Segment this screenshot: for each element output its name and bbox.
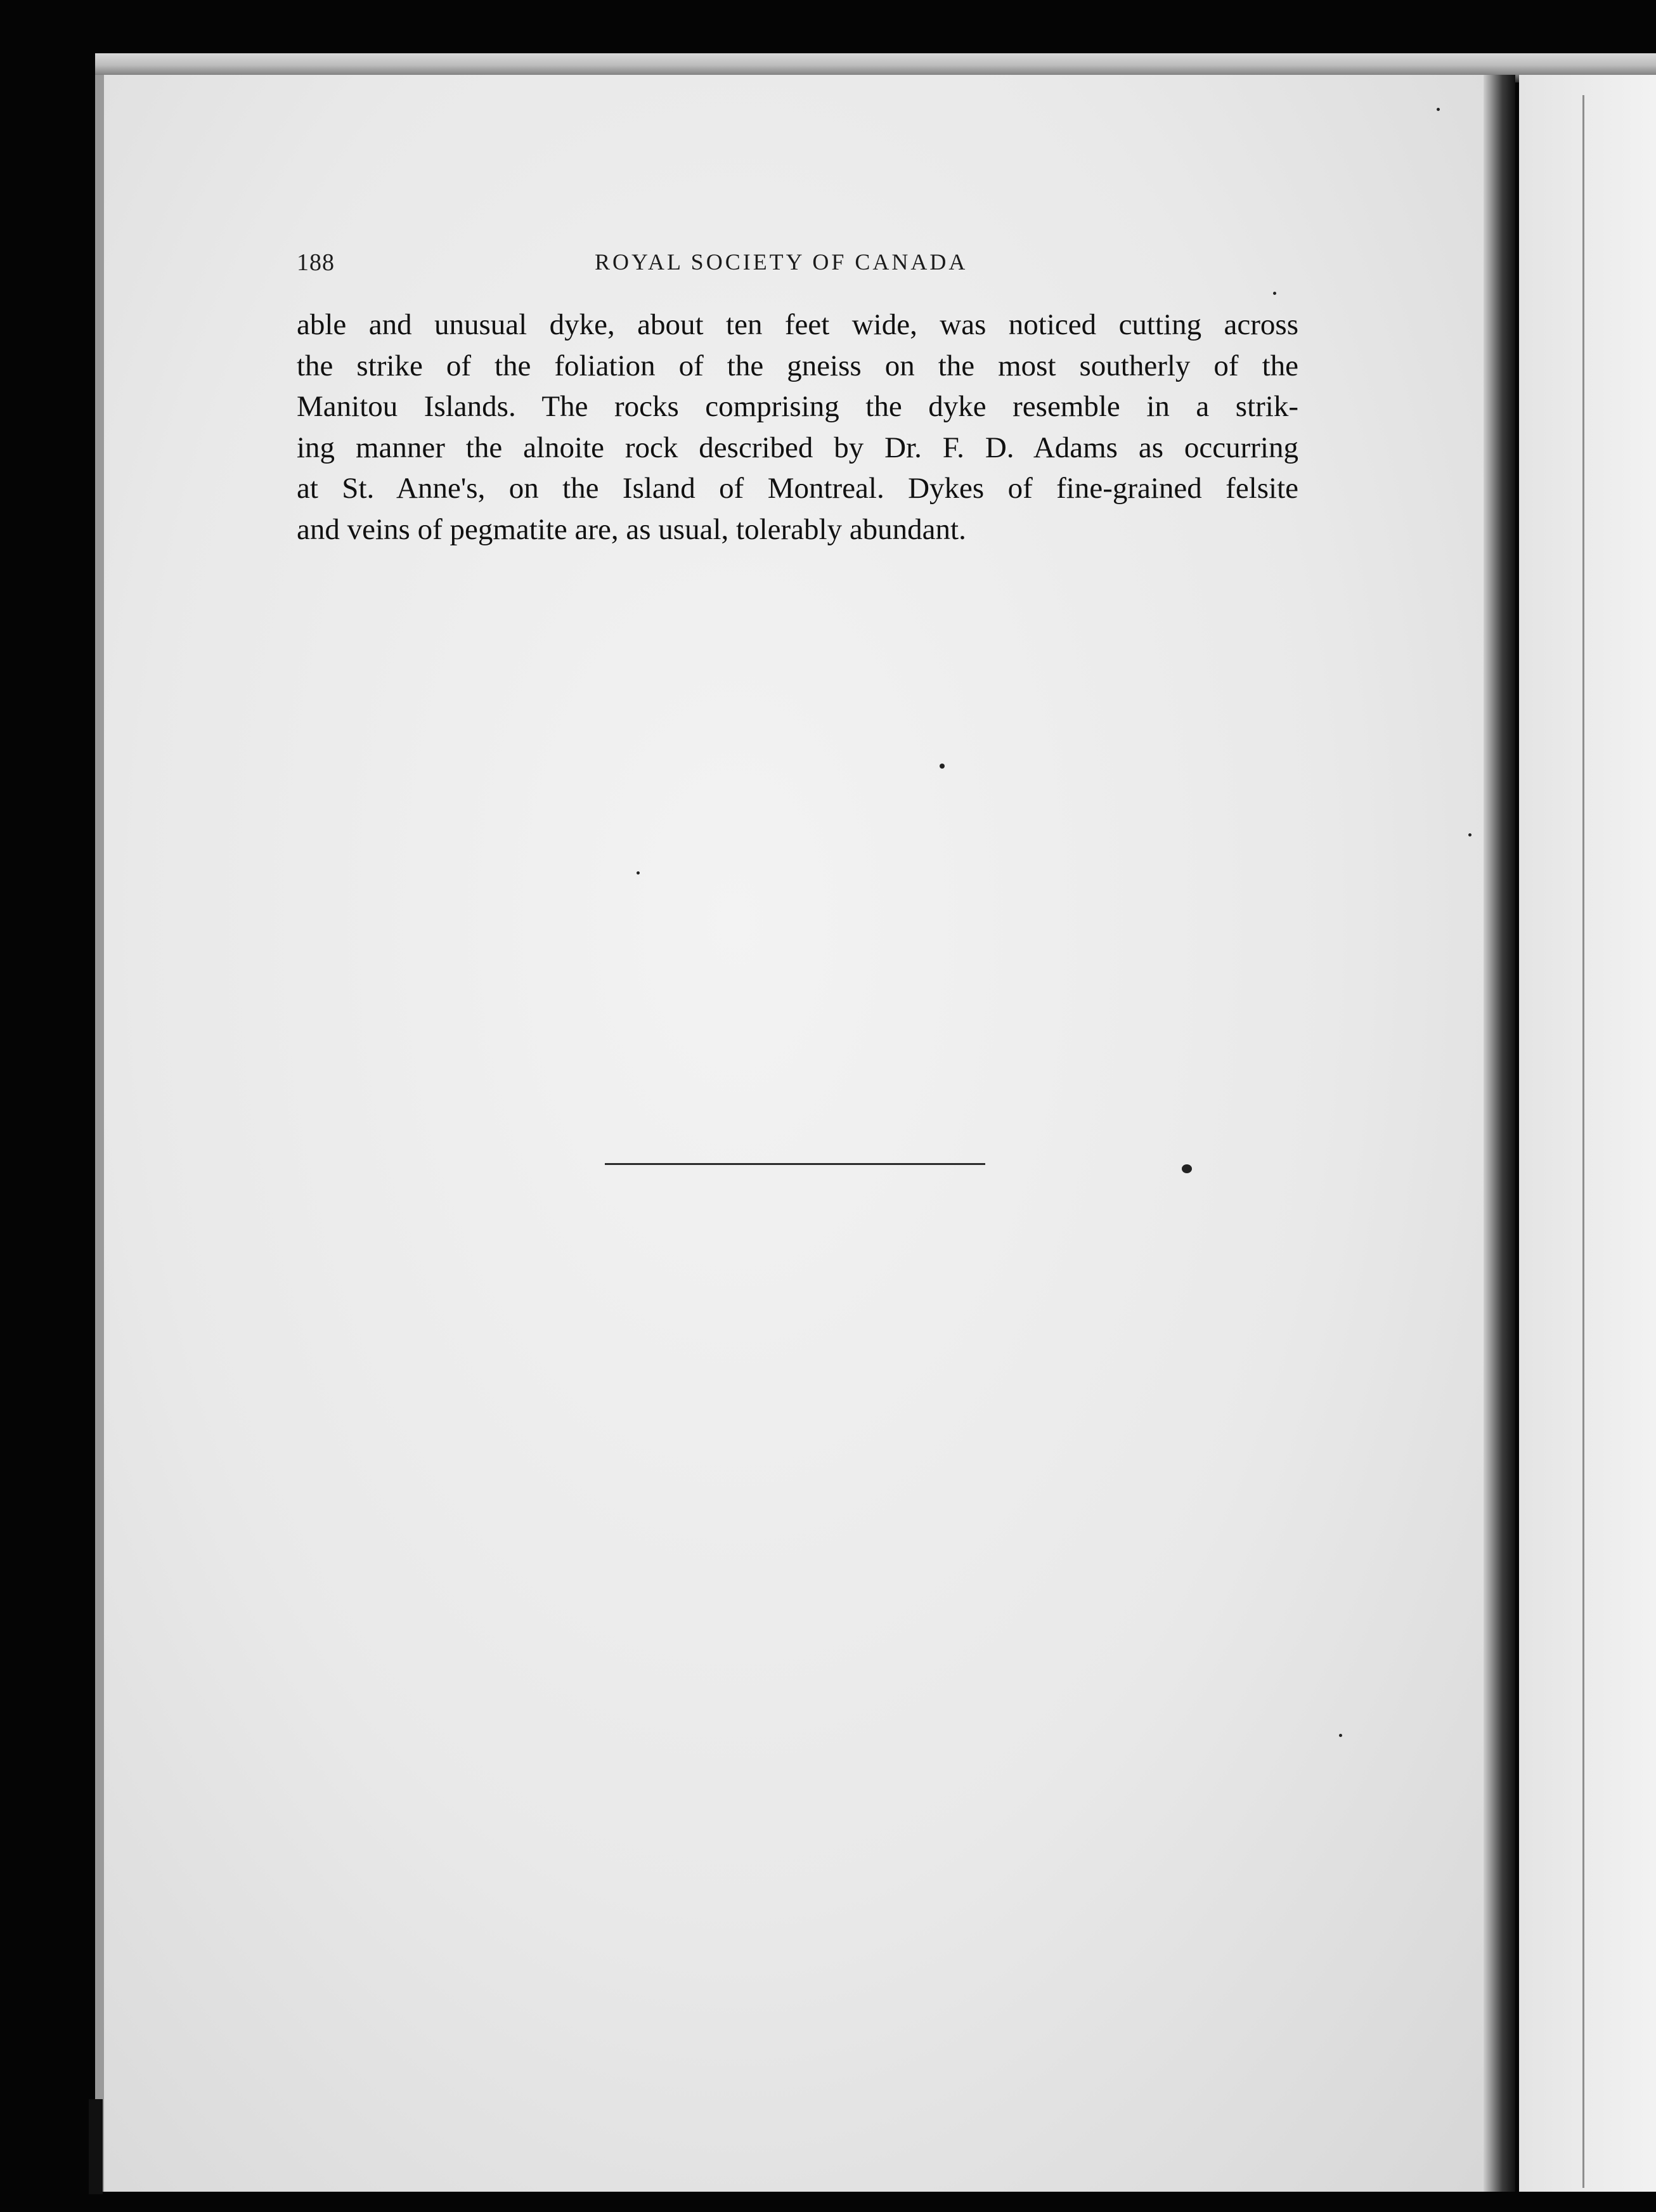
adjacent-page-rule (1582, 95, 1584, 2188)
scan-speck (637, 871, 640, 875)
running-head: ROYAL SOCIETY OF CANADA (595, 249, 968, 275)
body-line: Manitou Islands. The rocks comprising the dyke resemble in a strik- (297, 390, 1298, 423)
page-header (297, 249, 1298, 287)
section-end-rule (605, 1163, 985, 1165)
body-paragraph (297, 304, 1298, 550)
page-gutter-shadow (1484, 75, 1515, 2192)
body-line: and veins of pegmatite are, as usual, tolerably abundant. (297, 512, 966, 546)
body-line: the strike of the foliation of the gneiss on the most southerly of the (297, 349, 1298, 382)
body-line: able and unusual dyke, about ten feet wide, was noticed cutting across (297, 308, 1298, 341)
scan-speck (1468, 833, 1472, 836)
scan-speck (1339, 1734, 1342, 1737)
scan-speck (1182, 1164, 1192, 1173)
scan-speck (940, 764, 945, 769)
scan-speck (1437, 108, 1440, 111)
adjacent-page (1519, 75, 1656, 2192)
binding-mark (89, 2099, 103, 2194)
body-line: at St. Anne's, on the Island of Montreal. Dykes of fine-grained felsite (297, 472, 1298, 505)
body-line: ing manner the alnoite rock described by Dr. F. D. Adams as occurring (297, 431, 1298, 464)
page-number: 188 (297, 249, 335, 276)
scan-speck (1273, 292, 1276, 295)
